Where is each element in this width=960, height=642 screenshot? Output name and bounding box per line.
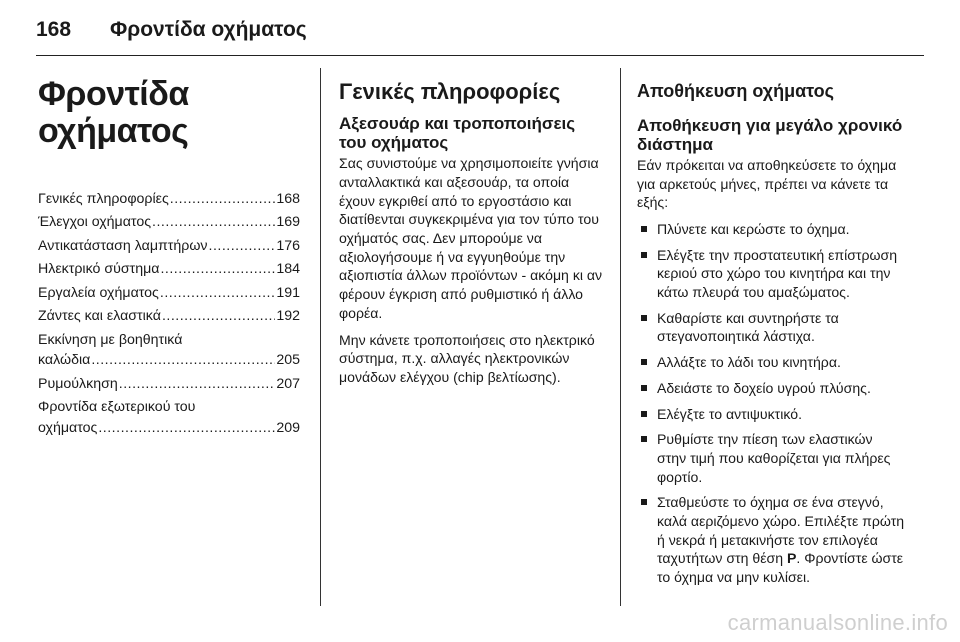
- checklist-item-text: Σταθμεύστε το όχημα σε ένα στεγνό, καλά αεριζόμενο χώρο. Επιλέξτε πρώτη ή νεκρά ή μετακινήστε τον επιλογέα ταχυτήτων στη θέση: [657, 494, 905, 567]
- bullet-square-icon: [641, 499, 647, 505]
- checklist-item: [637, 246, 905, 302]
- toc-entry-page: 169: [276, 214, 300, 231]
- checklist-item: [637, 220, 905, 239]
- checklist-item-text: Αλλάξτε το λάδι του κινητήρα.: [657, 354, 841, 371]
- toc-leader-dots: [209, 236, 276, 257]
- checklist-item-text: Ελέγξτε την προστατευτική επίστρωση κεριού στο χώρο του κινητήρα και την κάτω πλευρά του αμαξώματος.: [657, 246, 898, 301]
- toc-entry[interactable]: [38, 330, 300, 371]
- checklist-item: [637, 379, 905, 398]
- toc-entry-page: 205: [276, 352, 300, 369]
- accessories-paragraph-2: Μην κάνετε τροποποιήσεις στο ηλεκτρικό σύστημα, π.χ. αλλαγές ηλεκτρονικών μονάδων ελέγχου (chip βελτίωσης).: [339, 331, 595, 385]
- accessories-paragraph-1: Σας συνιστούμε να χρησιμοποιείτε γνήσια ανταλλακτικά και αξεσουάρ, τα οποία έχουν εγκριθεί από το εργοστάσιο και διατίθενται συγκεκριμένα για τον τύπο του οχήματός σας. Δεν μπορούμε να αξιολογήσουμε ή να εγγυηθούμε την αξιοπιστία άλλων προϊόντων - ακόμη κι αν φέρουν έγκριση από ρυθμιστικό ή άλλο φορέα.: [339, 155, 603, 321]
- toc-entry-page: 192: [276, 308, 300, 325]
- toc-entry[interactable]: [38, 374, 300, 395]
- checklist-item-text: Πλύνετε και κερώστε το όχημα.: [657, 220, 850, 237]
- checklist-item-text: . Φροντίστε ώστε το όχημα να μην κυλίσει.: [657, 550, 904, 586]
- storage-column: [637, 68, 905, 594]
- toc-entry[interactable]: [38, 283, 300, 304]
- toc-entry-page: 207: [276, 375, 300, 392]
- header-rule: [36, 55, 924, 56]
- toc-entry-page: 191: [276, 284, 300, 301]
- storage-checklist: [637, 220, 905, 587]
- chapter-title: Φροντίδα οχήματος: [38, 75, 189, 151]
- page-header: [36, 12, 307, 48]
- subsection-title-long-storage: Αποθήκευση για μεγάλο χρονικό διάστημα: [637, 115, 903, 154]
- toc-entry-page: 209: [276, 419, 300, 436]
- section-title-general: Γενικές πληροφορίες: [339, 79, 561, 104]
- toc-entry-title: Ζάντες και ελαστικά: [38, 308, 161, 325]
- checklist-item: [637, 493, 905, 587]
- checklist-item-text: Καθαρίστε και συντηρήστε τα στεγανοποιητικά λάστιχα.: [657, 309, 839, 345]
- checklist-item: [637, 353, 905, 372]
- bullet-square-icon: [641, 252, 647, 258]
- bullet-square-icon: [641, 411, 647, 417]
- toc-entry-title: Έλεγχοι οχήματος: [38, 214, 152, 231]
- subsection-title-accessories: Αξεσουάρ και τροποποιήσεις του οχήματος: [339, 114, 576, 153]
- toc-entry-title: Εκκίνηση με βοηθητικά: [38, 331, 183, 348]
- column-divider-2: [620, 68, 621, 606]
- general-info-column: [339, 68, 605, 395]
- toc-column: [38, 68, 300, 441]
- toc-entry-page: 184: [276, 261, 300, 278]
- toc-leader-dots: [98, 418, 275, 439]
- header-title: Φροντίδα οχήματος: [110, 18, 307, 41]
- toc-entry-page: 168: [276, 190, 300, 207]
- toc-leader-dots: [160, 259, 275, 280]
- table-of-contents: [38, 189, 300, 439]
- section-title-storage: Αποθήκευση οχήματος: [637, 81, 835, 101]
- toc-entry-title: Αντικατάσταση λαμπτήρων: [38, 237, 208, 254]
- toc-leader-dots: [170, 189, 276, 210]
- checklist-item-text: Ρυθμίστε την πίεση των ελαστικών στην τιμή που καθορίζεται για πλήρες φορτίο.: [657, 431, 891, 485]
- toc-leader-dots: [91, 350, 275, 371]
- toc-entry-page: 176: [276, 237, 300, 254]
- column-divider-1: [320, 68, 321, 606]
- gear-position-label: P: [786, 550, 797, 567]
- watermark: carmanualsonline.info: [727, 610, 948, 635]
- toc-entry-title: Εργαλεία οχήματος: [38, 284, 159, 301]
- storage-intro: Εάν πρόκειται να αποθηκεύσετε το όχημα για αρκετούς μήνες, πρέπει να κάνετε τα εξής:: [637, 156, 897, 211]
- checklist-item: [637, 405, 905, 424]
- toc-leader-dots: [119, 374, 276, 395]
- toc-entry-title: Γενικές πληροφορίες: [38, 190, 169, 207]
- bullet-square-icon: [641, 226, 647, 232]
- bullet-square-icon: [641, 385, 647, 391]
- toc-entry[interactable]: [38, 212, 300, 233]
- checklist-item-text: Ελέγξτε το αντιψυκτικό.: [657, 405, 802, 422]
- toc-entry[interactable]: [38, 189, 300, 210]
- toc-entry[interactable]: [38, 397, 300, 438]
- toc-entry[interactable]: [38, 306, 300, 327]
- toc-entry-title: καλώδια: [38, 352, 91, 369]
- toc-entry-title: οχήματος: [38, 419, 98, 436]
- checklist-item: [637, 430, 905, 486]
- checklist-item: [637, 309, 905, 346]
- bullet-square-icon: [641, 436, 647, 442]
- toc-leader-dots: [152, 212, 275, 233]
- page-number: 168: [36, 18, 72, 41]
- toc-leader-dots: [160, 283, 275, 304]
- bullet-square-icon: [641, 359, 647, 365]
- toc-entry-title: Ηλεκτρικό σύστημα: [38, 261, 160, 278]
- toc-entry[interactable]: [38, 259, 300, 280]
- toc-entry-title: Φροντίδα εξωτερικού του: [38, 399, 196, 416]
- checklist-item-text: Αδειάστε το δοχείο υγρού πλύσης.: [657, 379, 871, 396]
- toc-leader-dots: [162, 306, 275, 327]
- toc-entry[interactable]: [38, 236, 300, 257]
- bullet-square-icon: [641, 315, 647, 321]
- toc-entry-title: Ρυμούλκηση: [38, 375, 118, 392]
